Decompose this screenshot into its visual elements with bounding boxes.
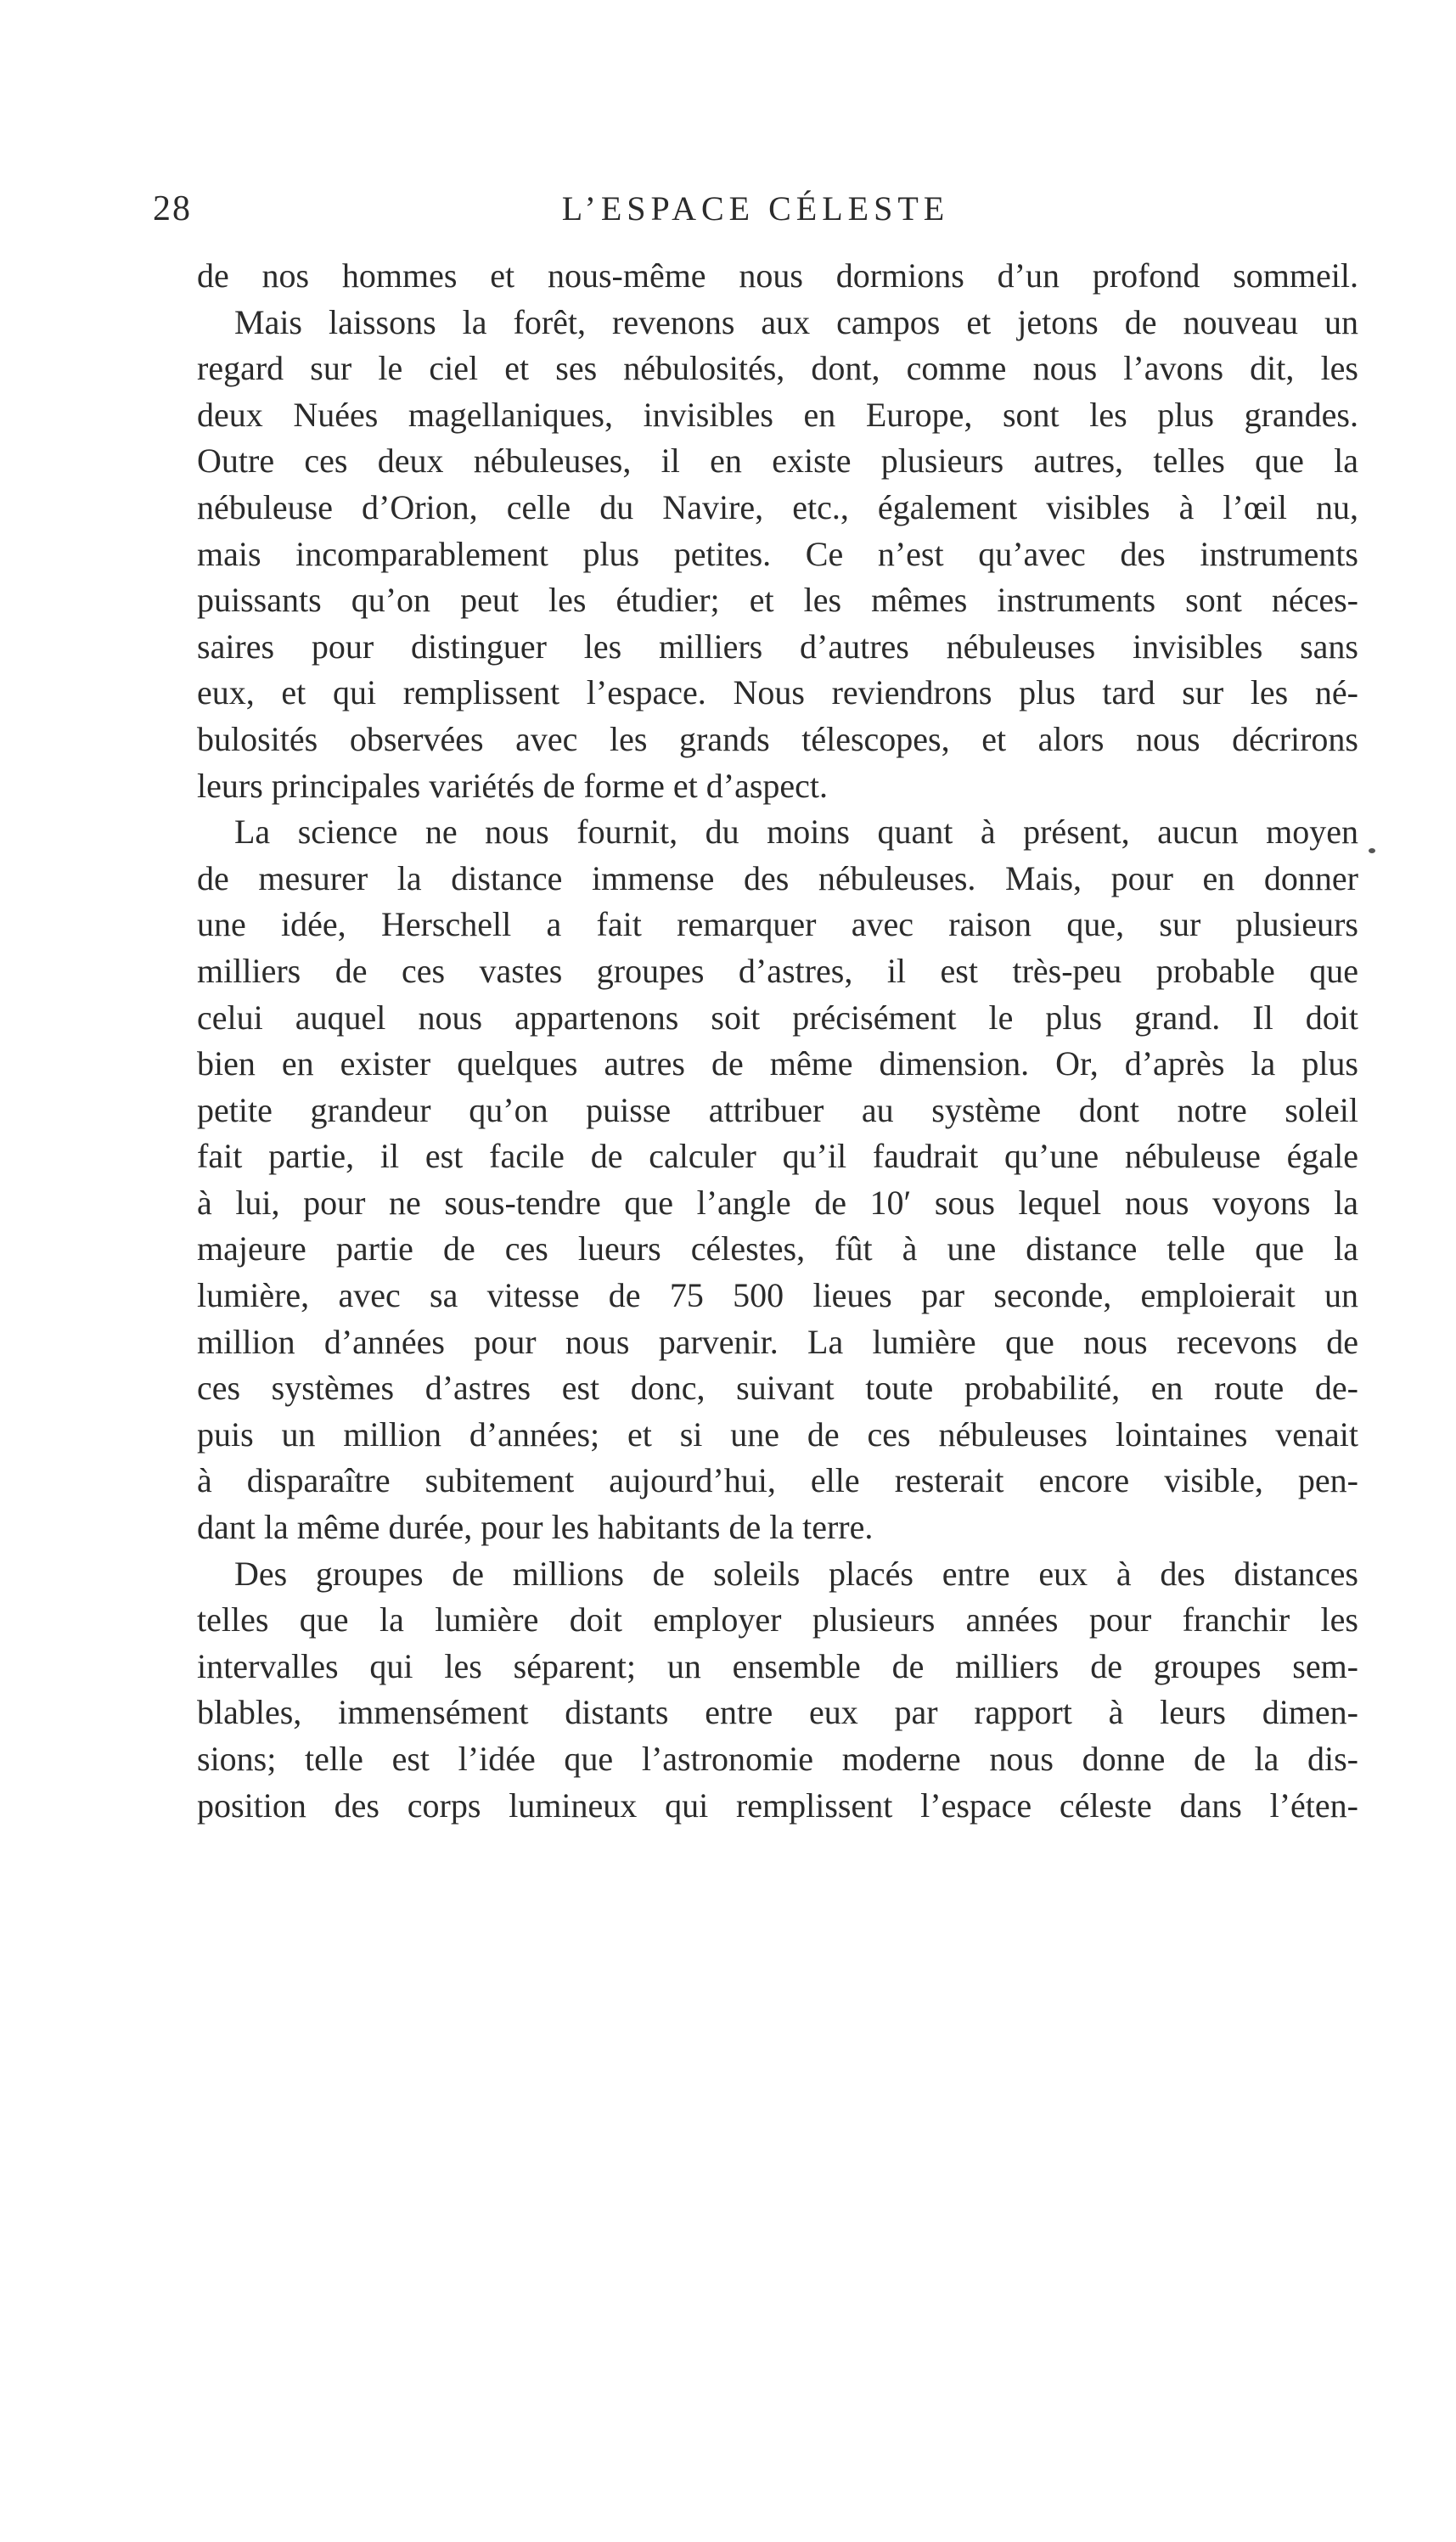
text-line: million d’années pour nous parvenir. La lumière que nous recevons de bbox=[197, 1322, 1358, 1361]
text-line: mais incomparablement plus petites. Ce n’est qu’avec des instruments bbox=[197, 534, 1358, 573]
text-line: bulosités observées avec les grands télescopes, et alors nous décrirons bbox=[197, 719, 1358, 758]
text-line: deux Nuées magellaniques, invisibles en Europe, sont les plus grandes. bbox=[197, 395, 1358, 434]
text-line: leurs principales variétés de forme et d’aspect. bbox=[197, 766, 829, 805]
text-line: La science ne nous fournit, du moins quant à présent, aucun moyen bbox=[234, 813, 1358, 852]
text-line: Des groupes de millions de soleils placés entre eux à des distances bbox=[234, 1554, 1358, 1593]
text-line: Mais laissons la forêt, revenons aux campos et jetons de nouveau un bbox=[234, 302, 1358, 341]
text-line: intervalles qui les séparent; un ensemble de milliers de groupes sem- bbox=[197, 1646, 1358, 1685]
text-line: nébuleuse d’Orion, celle du Navire, etc., également visibles à l’œil nu, bbox=[197, 487, 1358, 526]
text-line: petite grandeur qu’on puisse attribuer au système dont notre soleil bbox=[197, 1090, 1358, 1129]
text-line: saires pour distinguer les milliers d’autres nébuleuses invisibles sans bbox=[197, 627, 1358, 666]
text-line: de nos hommes et nous-même nous dormions d’un profond sommeil. bbox=[197, 256, 1358, 295]
text-line: regard sur le ciel et ses nébulosités, dont, comme nous l’avons dit, les bbox=[197, 349, 1358, 388]
text-line: blables, immensément distants entre eux par rapport à leurs dimen- bbox=[197, 1693, 1358, 1732]
text-line: milliers de ces vastes groupes d’astres, il est très-peu probable que bbox=[197, 951, 1358, 990]
text-line: majeure partie de ces lueurs célestes, fût à une distance telle que la bbox=[197, 1229, 1358, 1268]
text-line: bien en exister quelques autres de même dimension. Or, d’après la plus bbox=[197, 1044, 1358, 1083]
text-line: de mesurer la distance immense des nébuleuses. Mais, pour en donner bbox=[197, 858, 1358, 897]
text-line: Outre ces deux nébuleuses, il en existe plusieurs autres, telles que la bbox=[197, 441, 1358, 481]
text-line: puis un million d’années; et si une de ces nébuleuses lointaines venait bbox=[197, 1414, 1358, 1454]
text-line: puissants qu’on peut les étudier; et les mêmes instruments sont néces- bbox=[197, 581, 1358, 620]
text-line: telles que la lumière doit employer plusieurs années pour franchir les bbox=[197, 1600, 1358, 1639]
text-line: dant la même durée, pour les habitants de la terre. bbox=[197, 1508, 874, 1547]
page-header bbox=[153, 188, 1358, 239]
text-line: eux, et qui remplissent l’espace. Nous reviendrons plus tard sur les né- bbox=[197, 673, 1358, 712]
text-line: ces systèmes d’astres est donc, suivant toute probabilité, en route de- bbox=[197, 1369, 1358, 1408]
text-line: une idée, Herschell a fait remarquer avec raison que, sur plusieurs bbox=[197, 905, 1358, 944]
body-text bbox=[197, 253, 1358, 1829]
ink-speck bbox=[1369, 848, 1375, 853]
text-line: à disparaître subitement aujourd’hui, elle resterait encore visible, pen- bbox=[197, 1461, 1358, 1500]
text-line: à lui, pour ne sous-tendre que l’angle de 10′ sous lequel nous voyons la bbox=[197, 1183, 1358, 1222]
text-line: lumière, avec sa vitesse de 75 500 lieues par seconde, emploierait un bbox=[197, 1276, 1358, 1315]
running-title: L’ESPACE CÉLESTE bbox=[561, 189, 950, 228]
text-line: celui auquel nous appartenons soit précisément le plus grand. Il doit bbox=[197, 998, 1358, 1037]
text-line: fait partie, il est facile de calculer qu’il faudrait qu’une nébuleuse égale bbox=[197, 1137, 1358, 1176]
page-number: 28 bbox=[153, 189, 192, 228]
text-line: sions; telle est l’idée que l’astronomie moderne nous donne de la dis- bbox=[197, 1740, 1358, 1778]
text-line: position des corps lumineux qui remplissent l’espace céleste dans l’éten- bbox=[197, 1786, 1358, 1825]
